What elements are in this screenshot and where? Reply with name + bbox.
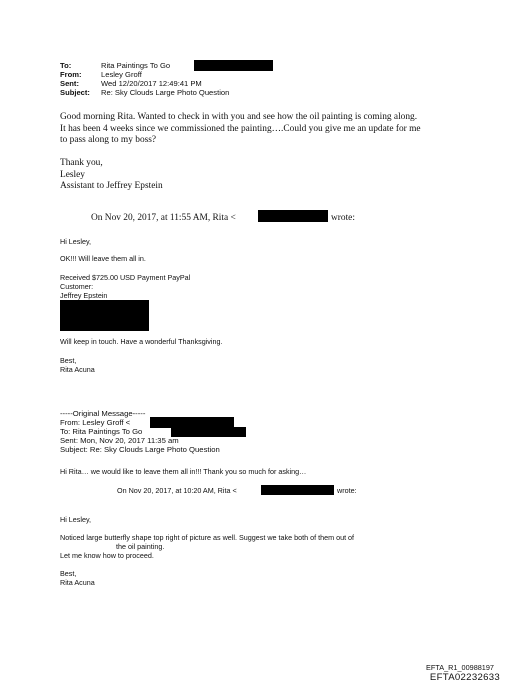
quote2-line-2: the oil painting. [116, 542, 165, 551]
redaction-box [60, 300, 149, 331]
original-marker: -----Original Message----- [60, 409, 146, 418]
signature-name: Lesley [60, 170, 85, 180]
from-value: Lesley Groff [101, 70, 142, 79]
quote1-wrote: wrote: [331, 213, 355, 223]
redaction-box [171, 427, 246, 437]
body-line-2: It has been 4 weeks since we commissioned the painting….Could you give me an update for me [60, 124, 421, 134]
quote2-attribution: On Nov 20, 2017, at 10:20 AM, Rita < [117, 486, 237, 495]
from-label: From: [60, 70, 82, 79]
quote2-greeting: Hi Lesley, [60, 515, 92, 524]
quote1-signature: Rita Acuna [60, 365, 95, 374]
to-label: To: [60, 61, 72, 70]
redaction-box [261, 485, 334, 495]
quote2-line-3: Let me know how to proceed. [60, 551, 154, 560]
quote2-best: Best, [60, 569, 77, 578]
sent-value: Wed 12/20/2017 12:49:41 PM [101, 79, 202, 88]
original-subject: Subject: Re: Sky Clouds Large Photo Question [60, 445, 220, 454]
quote1-customer-label: Customer: [60, 282, 94, 291]
signature-title: Assistant to Jeffrey Epstein [60, 181, 163, 191]
to-value: Rita Paintings To Go [101, 61, 171, 70]
thanks-line: Thank you, [60, 158, 103, 168]
quote2-line-1: Noticed large butterfly shape top right of picture as well. Suggest we take both of them out of [60, 533, 355, 542]
quote1-touch: Will keep in touch. Have a wonderful Thanksgiving. [60, 337, 223, 346]
original-from: From: Lesley Groff < [60, 418, 131, 427]
subject-label: Subject: [60, 88, 90, 97]
bates-id-1: EFTA_R1_00988197 [425, 663, 494, 672]
subject-value: Re: Sky Clouds Large Photo Question [101, 88, 230, 97]
redaction-box [258, 210, 328, 222]
quote2-wrote: wrote: [337, 486, 357, 495]
quote1-ok: OK!!! Will leave them all in. [60, 254, 146, 263]
quote1-customer-name: Jeffrey Epstein [60, 291, 108, 300]
quote2-signature: Rita Acuna [60, 578, 95, 587]
quote1-received: Received $725.00 USD Payment PayPal [60, 273, 191, 282]
original-reply: Hi Rita… we would like to leave them all in!!! Thank you so much for asking… [60, 467, 307, 476]
body-line-1: Good morning Rita. Wanted to check in with you and see how the oil painting is coming along. [60, 112, 418, 122]
redaction-box [194, 60, 273, 71]
sent-label: Sent: [60, 79, 79, 88]
quote1-best: Best, [60, 356, 77, 365]
original-to: To: Rita Paintings To Go [60, 427, 143, 436]
quote1-greeting: Hi Lesley, [60, 237, 92, 246]
bates-id-2: EFTA02232633 [429, 672, 500, 683]
body-line-3: to pass along to my boss? [60, 135, 157, 145]
original-sent: Sent: Mon, Nov 20, 2017 11:35 am [60, 436, 179, 445]
quote1-attribution: On Nov 20, 2017, at 11:55 AM, Rita < [91, 213, 236, 223]
